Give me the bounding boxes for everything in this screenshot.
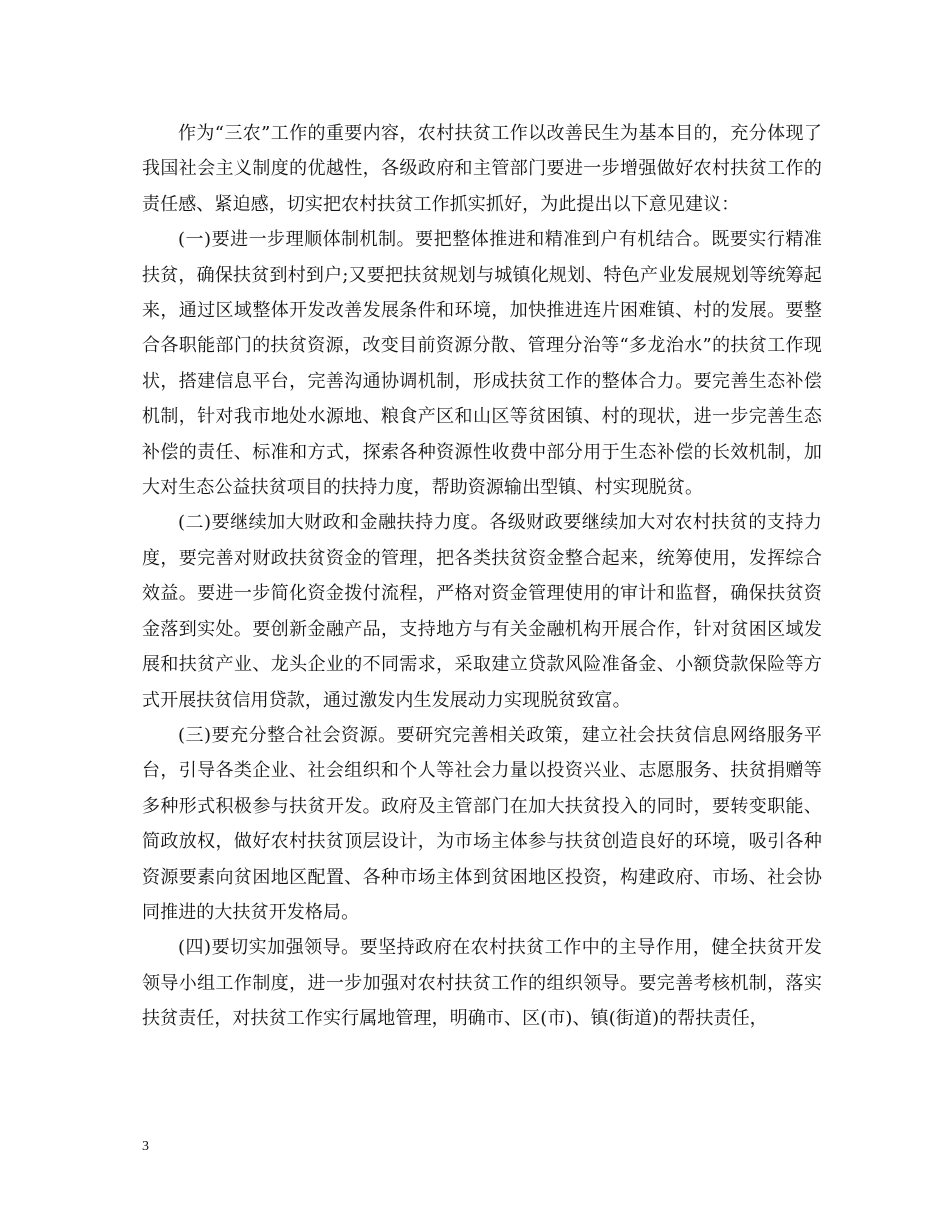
document-body [142,116,822,1037]
paragraph-section-3: (三)要充分整合社会资源。要研究完善相关政策，建立社会扶贫信息网络服务平台，引导各类企业、社会组织和个人等社会力量以投资兴业、志愿服务、扶贫捐赠等多种形式积极参与扶贫开发。政府及主管部门在加大扶贫投入的同时，要转变职能、简政放权，做好农村扶贫顶层设计，为市场主体参与扶贫创造良好的环境，吸引各种资源要素向贫困地区配置、各种市场主体到贫困地区投资，构建政府、市场、社会协同推进的大扶贫开发格局。 [142,724,822,923]
paragraph-section-2: (二)要继续加大财政和金融扶持力度。各级财政要继续加大对农村扶贫的支持力度，要完善对财政扶贫资金的管理，把各类扶贫资金整合起来，统筹使用，发挥综合效益。要进一步简化资金拨付流程，严格对资金管理使用的审计和监督，确保扶贫资金落到实处。要创新金融产品，支持地方与有关金融机构开展合作，针对贫困区域发展和扶贫产业、龙头企业的不同需求，采取建立贷款风险准备金、小额贷款保险等方式开展扶贫信用贷款，通过激发内生发展动力实现脱贫致富。 [142,512,822,711]
page-number: 3 [142,1139,149,1154]
paragraph-section-1: (一)要进一步理顺体制机制。要把整体推进和精准到户有机结合。既要实行精准扶贫，确保扶贫到村到户;又要把扶贫规划与城镇化规划、特色产业发展规划等统筹起来，通过区域整体开发改善发展条件和环境，加快推进连片困难镇、村的发展。要整合各职能部门的扶贫资源，改变目前资源分散、管理分治等“多龙治水”的扶贫工作现状，搭建信息平台，完善沟通协调机制，形成扶贫工作的整体合力。要完善生态补偿机制，针对我市地处水源地、粮食产区和山区等贫困镇、村的现状，进一步完善生态补偿的责任、标准和方式，探索各种资源性收费中部分用于生态补偿的长效机制，加大对生态公益扶贫项目的扶持力度，帮助资源输出型镇、村实现脱贫。 [142,229,822,499]
paragraph-intro: 作为“三农”工作的重要内容，农村扶贫工作以改善民生为基本目的，充分体现了我国社会主义制度的优越性，各级政府和主管部门要进一步增强做好农村扶贫工作的责任感、紧迫感，切实把农村扶贫工作抓实抓好，为此提出以下意见建议： [142,123,822,215]
paragraph-section-4: (四)要切实加强领导。要坚持政府在农村扶贫工作中的主导作用，健全扶贫开发领导小组工作制度，进一步加强对农村扶贫工作的组织领导。要完善考核机制，落实扶贫责任，对扶贫工作实行属地管理，明确市、区(市)、镇(街道)的帮扶责任， [142,937,822,1030]
